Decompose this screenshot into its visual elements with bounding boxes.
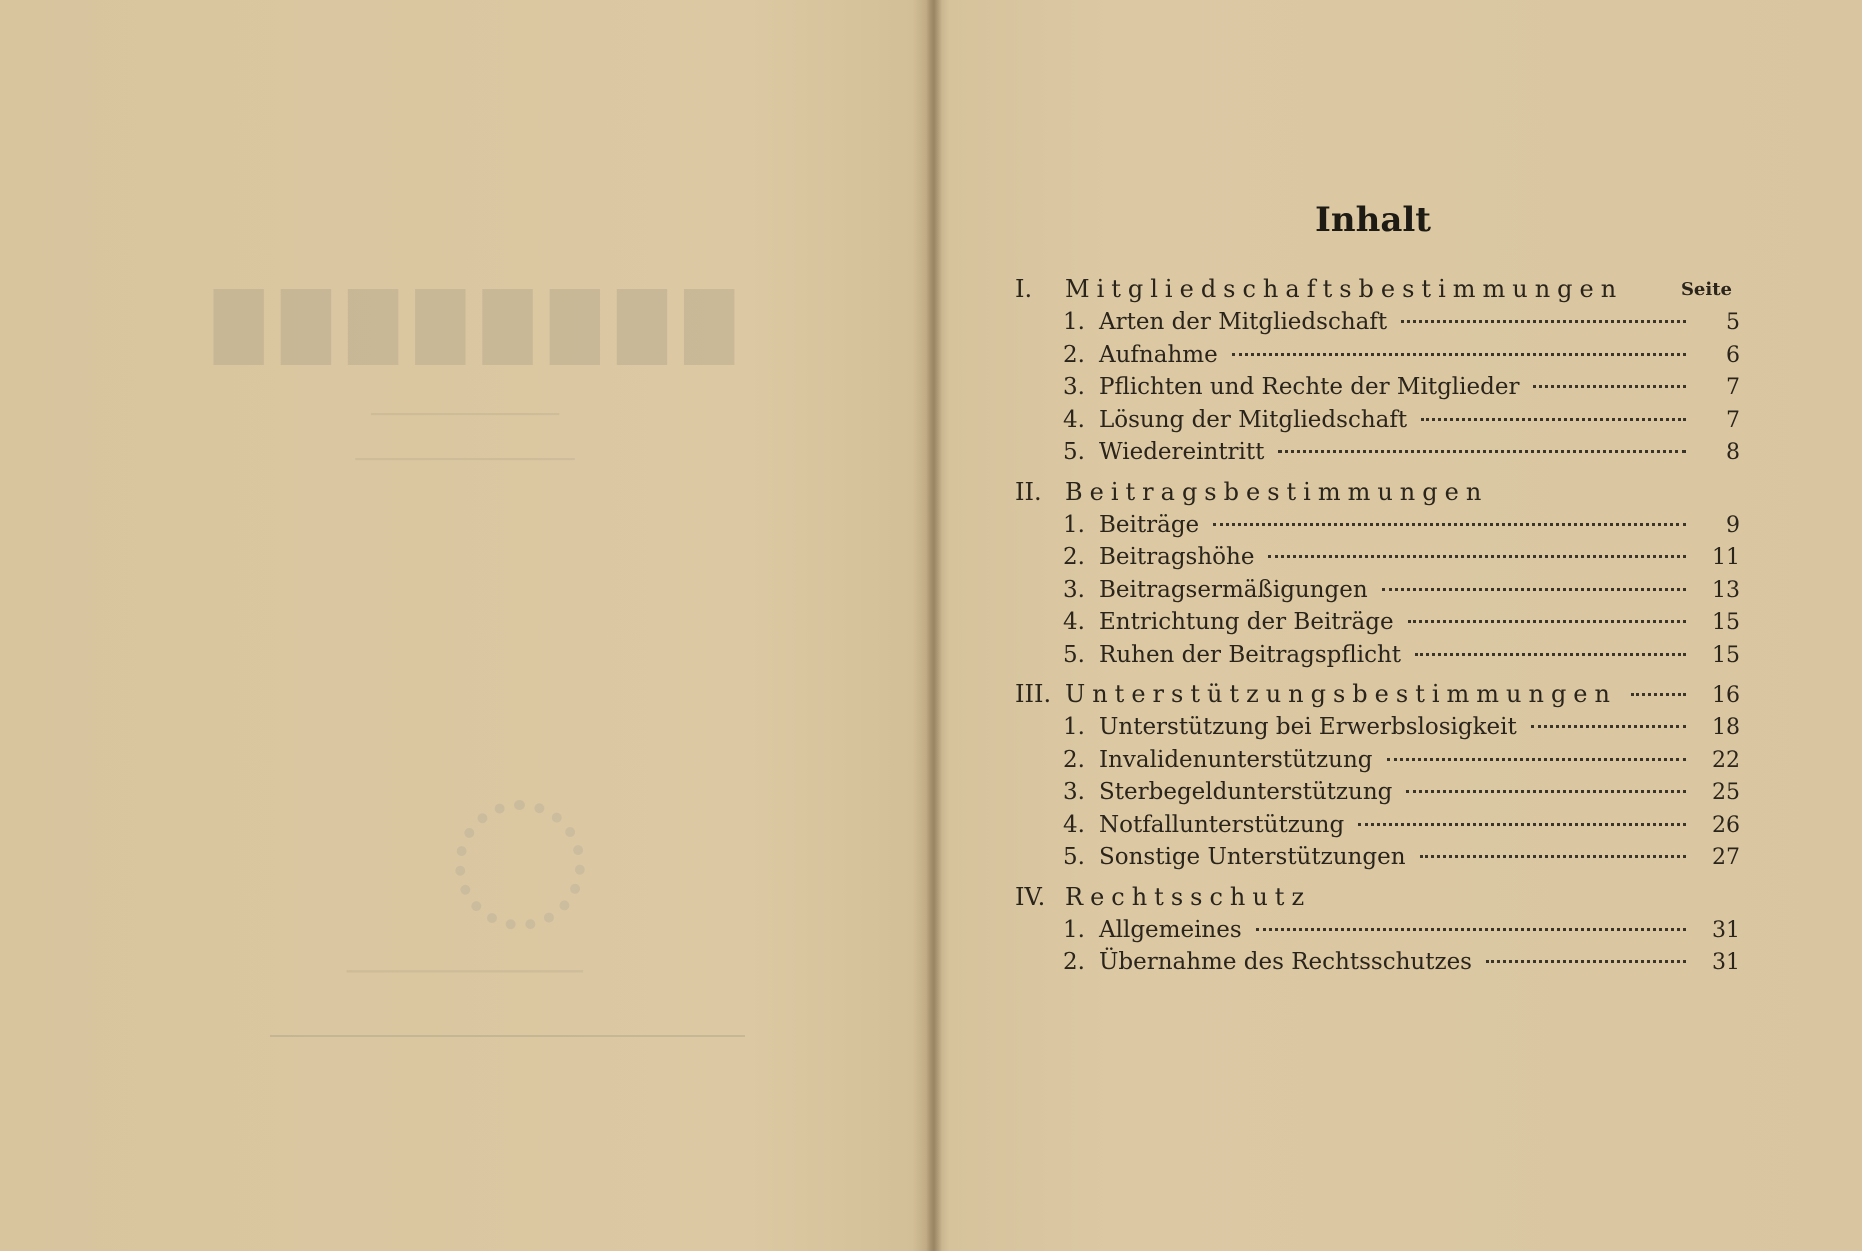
section-title: Unterstützungsbestimmungen [1065, 680, 1617, 708]
toc-entry [1015, 779, 1740, 812]
leader-dots [1268, 555, 1686, 558]
entry-title: Allgemeines [1099, 916, 1242, 943]
toc-entry [1015, 714, 1740, 747]
leader-dots [1406, 790, 1686, 793]
entry-page-number: 15 [1712, 610, 1740, 635]
toc-entry [1015, 609, 1740, 642]
entry-title: Sonstige Unterstützungen [1099, 844, 1406, 870]
entry-page-number: 9 [1726, 512, 1740, 538]
section-label [1015, 680, 1617, 708]
leader-dots [1531, 725, 1686, 728]
leader-dots [1358, 823, 1686, 826]
section-title: Beitragsbestimmungen [1065, 477, 1489, 506]
toc-entry [1015, 642, 1740, 675]
entry-title: Ruhen der Beitragspflicht [1099, 641, 1402, 668]
leader-dots [1232, 353, 1686, 356]
entry-page-number: 18 [1712, 715, 1740, 740]
show-through-emblem-icon [455, 800, 585, 930]
entry-title: Unterstützung bei Erwerbslosigkeit [1099, 714, 1517, 740]
toc-entry [1015, 544, 1740, 577]
entry-page-number: 25 [1712, 780, 1740, 805]
entry-number: 5. [1063, 844, 1085, 870]
leader-dots [1387, 758, 1686, 761]
leader-dots [1420, 855, 1686, 858]
entry-page-number: 7 [1726, 407, 1740, 433]
toc-section-heading [1015, 680, 1740, 714]
toc-title: Inhalt [1315, 200, 1431, 240]
entry-number: 1. [1063, 714, 1085, 740]
toc-entry [1015, 407, 1740, 440]
section-page-number: 16 [1712, 683, 1740, 708]
toc-section-heading [1015, 275, 1740, 309]
section-numeral: III. [1015, 680, 1052, 708]
entry-page-number: 31 [1712, 950, 1740, 975]
show-through-subtitle-2: ────────────── [355, 445, 575, 475]
toc-entry [1015, 917, 1740, 950]
section-numeral: I. [1015, 275, 1033, 303]
toc-section-heading [1015, 883, 1740, 917]
entry-page-number: 31 [1712, 917, 1740, 943]
leader-dots [1256, 928, 1686, 931]
entry-number: 5. [1063, 439, 1085, 465]
entry-number: 1. [1063, 511, 1085, 538]
entry-title: Wiedereintritt [1099, 439, 1265, 465]
toc-entry [1015, 374, 1740, 407]
entry-number: 1. [1063, 916, 1085, 943]
entry-page-number: 22 [1712, 747, 1740, 773]
toc-entry [1015, 747, 1740, 780]
leader-dots [1278, 450, 1686, 453]
toc-entry [1015, 342, 1740, 375]
entry-number: 3. [1063, 374, 1085, 400]
entry-title: Pflichten und Rechte der Mitglieder [1099, 374, 1520, 400]
section-label [1015, 883, 1311, 911]
section-label [1015, 478, 1488, 506]
entry-title: Beiträge [1099, 511, 1200, 538]
leader-dots [1421, 418, 1686, 421]
entry-title: Beitragshöhe [1099, 544, 1255, 570]
show-through-rule [270, 1035, 745, 1037]
entry-number: 3. [1063, 576, 1085, 603]
entry-title: Aufnahme [1099, 341, 1218, 368]
entry-title: Sterbegeldunterstützung [1099, 779, 1393, 805]
toc-entry [1015, 439, 1740, 472]
entry-page-number: 7 [1726, 375, 1740, 400]
entry-page-number: 27 [1712, 845, 1740, 870]
entry-title: Notfallunterstützung [1099, 811, 1345, 838]
entry-page-number: 6 [1726, 342, 1740, 368]
show-through-publisher: ────────────── [346, 955, 583, 988]
section-label [1015, 275, 1623, 303]
leader-dots [1408, 620, 1686, 623]
leader-dots [1486, 960, 1686, 963]
entry-number: 4. [1063, 406, 1085, 433]
toc-entry [1015, 512, 1740, 545]
leader-dots [1213, 523, 1686, 526]
entry-number: 2. [1063, 544, 1085, 570]
entry-number: 4. [1063, 811, 1085, 838]
toc-entry [1015, 844, 1740, 877]
toc-entry [1015, 577, 1740, 610]
entry-title: Invalidenunterstützung [1099, 746, 1373, 773]
entry-page-number: 11 [1712, 545, 1740, 570]
page-column-label: Seite [1680, 279, 1732, 300]
entry-number: 2. [1063, 341, 1085, 368]
leader-dots [1401, 320, 1686, 323]
entry-title: Arten der Mitgliedschaft [1099, 309, 1388, 335]
entry-page-number: 26 [1712, 812, 1740, 838]
entry-number: 5. [1063, 641, 1085, 668]
entry-title: Übernahme des Rechtsschutzes [1099, 949, 1472, 975]
section-numeral: II. [1015, 477, 1042, 506]
toc-section-heading [1015, 478, 1740, 512]
table-of-contents [1015, 275, 1740, 982]
entry-title: Entrichtung der Beiträge [1099, 609, 1394, 635]
entry-page-number: 13 [1712, 577, 1740, 603]
entry-number: 4. [1063, 609, 1085, 635]
entry-number: 1. [1063, 309, 1085, 335]
entry-number: 2. [1063, 746, 1085, 773]
section-title: Mitgliedschaftsbestimmungen [1065, 275, 1624, 303]
section-title: Rechtsschutz [1065, 882, 1312, 911]
entry-page-number: 8 [1726, 440, 1740, 465]
leader-dots [1415, 653, 1686, 656]
section-numeral: IV. [1015, 882, 1046, 911]
toc-entry [1015, 812, 1740, 845]
entry-number: 2. [1063, 949, 1085, 975]
entry-number: 3. [1063, 779, 1085, 805]
leader-dots [1382, 588, 1686, 591]
entry-title: Beitragsermäßigungen [1099, 576, 1368, 603]
left-page [0, 0, 930, 1251]
toc-entry [1015, 949, 1740, 982]
show-through-title: ████████ [196, 290, 734, 365]
toc-entry [1015, 309, 1740, 342]
entry-title: Lösung der Mitgliedschaft [1099, 406, 1408, 433]
entry-page-number: 5 [1726, 310, 1740, 335]
leader-dots [1631, 693, 1686, 696]
entry-page-number: 15 [1712, 642, 1740, 668]
leader-dots [1533, 385, 1686, 388]
show-through-subtitle: ──────────── [371, 400, 559, 430]
